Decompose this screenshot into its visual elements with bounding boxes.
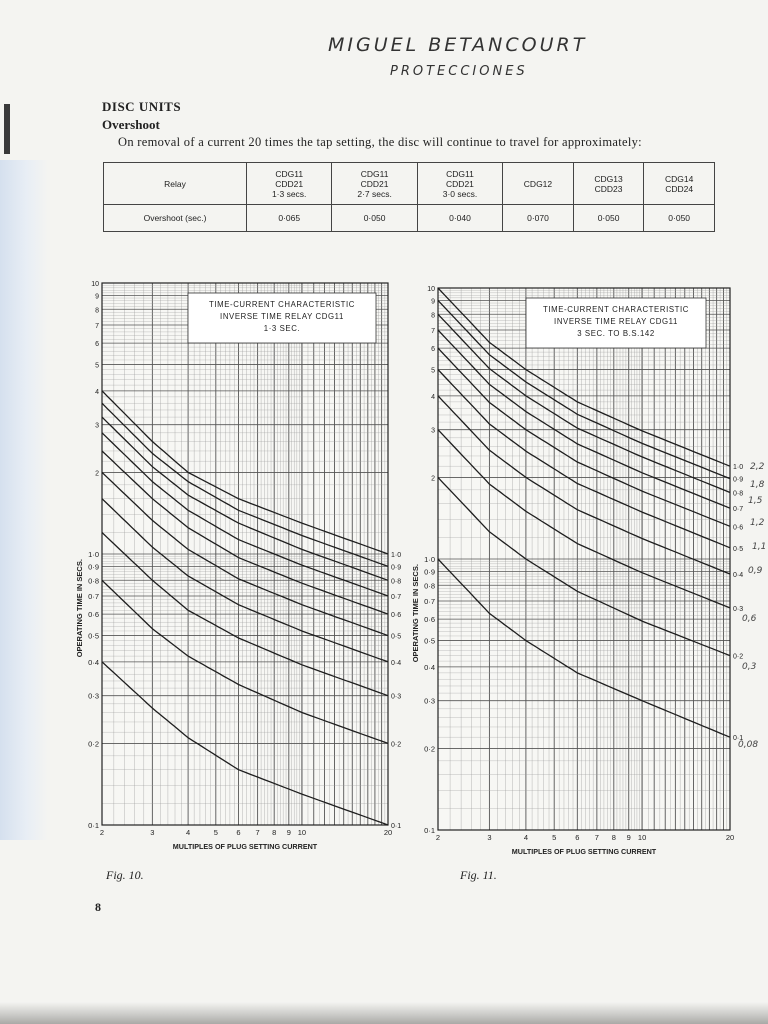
- y-tick-label: 0·8: [424, 581, 435, 591]
- y-tick-label: 0·2: [424, 744, 435, 754]
- y-axis-title: OPERATING TIME IN SECS.: [411, 564, 420, 663]
- y-tick-label: 0·8: [88, 576, 99, 586]
- x-tick-label: 7: [594, 833, 599, 842]
- relay-name: CDG14: [665, 173, 694, 184]
- curve-label: 0·2: [733, 653, 744, 661]
- margin-note: 1,5: [748, 496, 763, 506]
- curve-label: 0·1: [733, 735, 744, 743]
- curve-label: 0·3: [391, 693, 402, 701]
- margin-note: 1,1: [752, 542, 767, 552]
- overshoot-value: 0·070: [503, 205, 574, 232]
- chart-subtitle: 1·3 SEC.: [263, 324, 301, 333]
- y-tick-label: 6: [431, 346, 435, 354]
- page-number: 8: [95, 900, 101, 914]
- table-column-header: [644, 163, 715, 205]
- y-tick-label: 0·6: [424, 615, 435, 625]
- overshoot-value: 0·050: [644, 205, 715, 232]
- x-tick-label: 10: [297, 828, 307, 837]
- curve-label: 0·4: [391, 659, 402, 667]
- curve-label: 0·3: [733, 605, 744, 613]
- table-header-row: [104, 163, 715, 205]
- x-tick-label: 20: [383, 828, 393, 837]
- curve-label: 0·9: [733, 476, 744, 484]
- handwritten-subtitle: PROTECCIONES: [390, 64, 528, 79]
- y-tick-label: 4: [431, 393, 435, 401]
- table-column-header: [417, 163, 502, 205]
- relay-name: CDD23: [594, 183, 623, 194]
- margin-note: 0,08: [738, 740, 759, 750]
- relay-name: CDG11: [446, 168, 474, 179]
- margin-note: 0,9: [748, 566, 763, 576]
- y-tick-label: 0·7: [424, 596, 435, 606]
- relay-name: CDD24: [665, 183, 694, 194]
- section-title: DISC UNITS: [102, 99, 182, 114]
- curve-label: 0·5: [733, 545, 744, 553]
- table-row: [104, 205, 715, 232]
- y-tick-label: 5: [431, 367, 435, 375]
- curve-label: 0·6: [733, 524, 744, 532]
- scan-shading: [0, 160, 48, 840]
- overshoot-value: 0·065: [247, 205, 332, 232]
- y-tick-label: 3: [95, 422, 99, 430]
- chart-fig10: [70, 275, 405, 865]
- curve-label: 0·7: [391, 593, 402, 601]
- chart-subtitle: INVERSE TIME RELAY CDG11: [220, 312, 344, 321]
- y-tick-label: 7: [95, 322, 99, 330]
- curve-label: 0·5: [391, 633, 402, 641]
- x-tick-label: 7: [255, 828, 260, 837]
- y-tick-label: 8: [95, 307, 99, 315]
- x-tick-label: 2: [99, 828, 105, 837]
- relay-time: 2·7 secs.: [357, 188, 392, 199]
- y-tick-label: 2: [95, 470, 99, 478]
- x-tick-label: 9: [626, 833, 631, 842]
- relay-name: CDG11: [360, 168, 389, 179]
- x-tick-label: 3: [487, 833, 492, 842]
- y-tick-label: 2: [431, 475, 435, 483]
- margin-note: 0,6: [742, 614, 757, 624]
- relay-name: CDD21: [446, 178, 474, 189]
- table-column-header: [332, 163, 417, 205]
- x-tick-label: 20: [725, 833, 735, 842]
- curve-label: 0·8: [391, 578, 402, 586]
- y-tick-label: 8: [431, 312, 435, 320]
- x-tick-label: 4: [186, 828, 191, 837]
- y-axis-title: OPERATING TIME IN SECS.: [75, 559, 84, 658]
- y-tick-label: 9: [95, 293, 99, 301]
- figure-caption: Fig. 10.: [106, 868, 144, 882]
- curve-label: 1·0: [391, 552, 402, 559]
- margin-note: 1,2: [750, 518, 765, 528]
- y-tick-label: 1·0: [424, 555, 435, 564]
- x-tick-label: 4: [523, 833, 528, 842]
- intro-text: On removal of a current 20 times the tap setting, the disc will continue to travel for approximately:: [118, 135, 642, 149]
- chart-subtitle: INVERSE TIME RELAY CDG11: [554, 317, 678, 326]
- y-tick-label: 0·4: [424, 662, 435, 672]
- subsection-title: Overshoot: [102, 117, 160, 132]
- scan-edge: [0, 1002, 768, 1024]
- x-axis-title: MULTIPLES OF PLUG SETTING CURRENT: [511, 847, 657, 856]
- x-axis-title: MULTIPLES OF PLUG SETTING CURRENT: [172, 842, 318, 851]
- y-tick-label: 0·4: [88, 657, 99, 667]
- y-tick-label: 0·3: [88, 691, 99, 701]
- y-tick-label: 6: [95, 341, 99, 349]
- relay-time: 3·0 secs.: [442, 188, 478, 199]
- curve-label: 0·2: [391, 741, 402, 749]
- x-tick-label: 5: [552, 833, 557, 842]
- y-tick-label: 0·1: [88, 821, 99, 830]
- margin-note: 0,3: [742, 662, 757, 672]
- binding-mark: [4, 104, 10, 154]
- relay-name: CDD21: [275, 178, 304, 189]
- figure-caption: Fig. 11.: [460, 868, 497, 882]
- y-tick-label: 0·7: [88, 591, 99, 601]
- y-tick-label: 0·2: [88, 739, 99, 749]
- x-tick-label: 2: [435, 833, 441, 842]
- margin-note: 1,8: [750, 480, 765, 490]
- relay-name: CDG12: [523, 178, 553, 189]
- x-tick-label: 8: [272, 828, 277, 837]
- table-row-header: Relay: [104, 163, 247, 205]
- y-tick-label: 1·0: [88, 550, 99, 559]
- curve-label: 0·8: [733, 490, 744, 498]
- curve-label: 0·9: [391, 564, 402, 572]
- table-column-header: [573, 163, 644, 205]
- overshoot-value: 0·050: [573, 205, 644, 232]
- relay-name: CDG13: [594, 173, 623, 184]
- chart-title: TIME-CURRENT CHARACTERISTIC: [542, 305, 690, 314]
- y-tick-label: 10: [91, 281, 99, 288]
- chart-title: TIME-CURRENT CHARACTERISTIC: [208, 300, 356, 309]
- curve-label: 1·0: [733, 464, 744, 472]
- x-tick-label: 6: [236, 828, 241, 837]
- overshoot-value: 0·050: [332, 205, 417, 232]
- curve-label: 0·6: [391, 612, 402, 620]
- relay-time: 1·3 secs.: [271, 188, 307, 199]
- y-tick-label: 9: [431, 298, 435, 306]
- table-column-header: [503, 163, 574, 205]
- y-tick-label: 0·5: [424, 636, 435, 646]
- y-tick-label: 5: [95, 362, 99, 370]
- curve-label: 0·4: [733, 572, 744, 580]
- overshoot-value: 0·040: [417, 205, 502, 232]
- chart-subtitle: 3 SEC. TO B.S.142: [577, 329, 655, 338]
- y-tick-label: 0·6: [88, 610, 99, 620]
- handwritten-name: MIGUEL BETANCOURT: [328, 34, 588, 56]
- y-tick-label: 0·9: [424, 567, 435, 577]
- x-tick-label: 5: [213, 828, 218, 837]
- curve-label: 0·1: [391, 823, 402, 830]
- table-row-label: Overshoot (sec.): [104, 205, 247, 232]
- y-tick-label: 4: [95, 388, 99, 396]
- y-tick-label: 0·3: [424, 696, 435, 706]
- y-tick-label: 10: [427, 286, 435, 293]
- x-tick-label: 6: [575, 833, 580, 842]
- chart-fig11: [400, 280, 744, 865]
- y-tick-label: 0·9: [88, 562, 99, 572]
- relay-name: CDD21: [360, 178, 389, 189]
- table-column-header: [247, 163, 332, 205]
- overshoot-table: [103, 162, 715, 232]
- y-tick-label: 0·1: [424, 826, 435, 835]
- x-tick-label: 10: [637, 833, 647, 842]
- margin-note: 2,2: [750, 462, 765, 472]
- x-tick-label: 3: [150, 828, 155, 837]
- x-tick-label: 9: [286, 828, 291, 837]
- y-tick-label: 3: [431, 427, 435, 435]
- y-tick-label: 7: [431, 327, 435, 335]
- x-tick-label: 8: [611, 833, 616, 842]
- y-tick-label: 0·5: [88, 631, 99, 641]
- curve-label: 0·7: [733, 506, 744, 514]
- relay-name: CDG11: [275, 168, 304, 179]
